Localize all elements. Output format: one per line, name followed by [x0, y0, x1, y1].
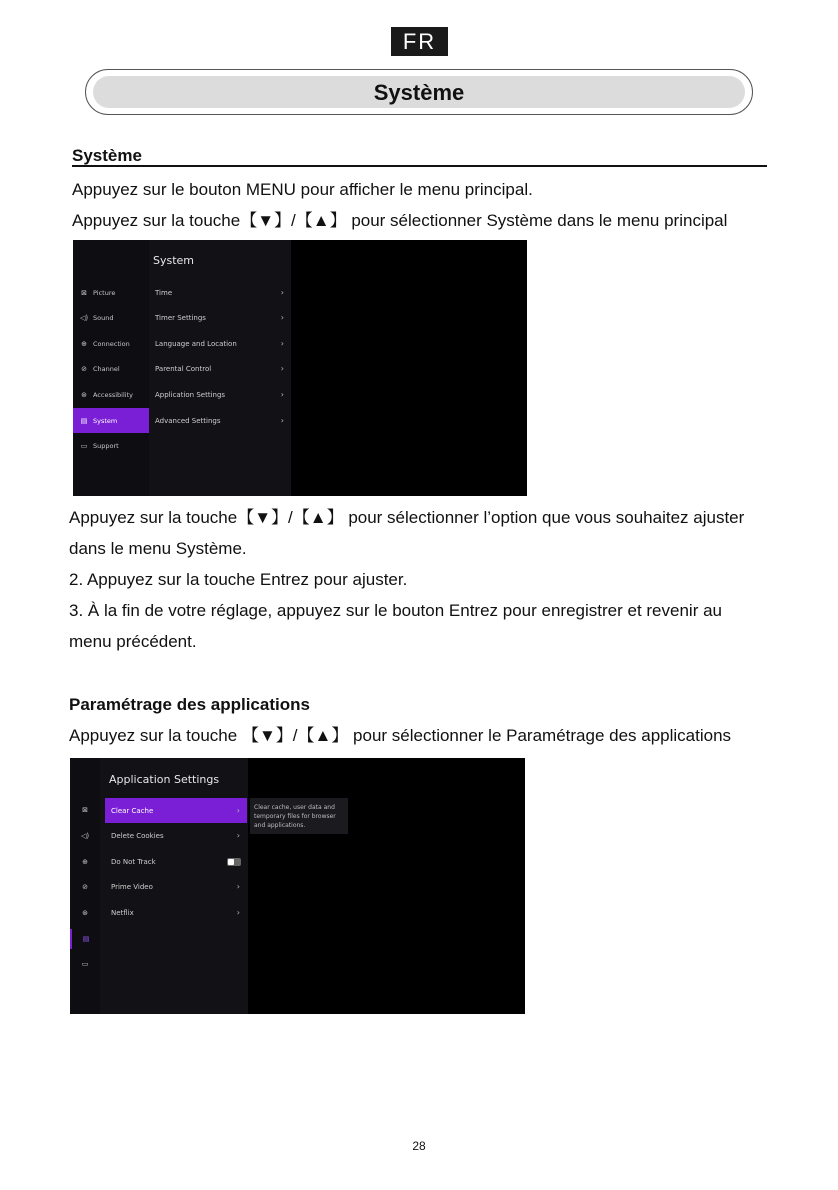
menu-item-label: Timer Settings: [155, 313, 206, 322]
channel-icon: ⊘: [81, 364, 87, 373]
sound-icon[interactable]: ◁): [80, 832, 90, 840]
sidebar-item-label: Connection: [93, 339, 130, 348]
menu-item-label: Language and Location: [155, 339, 237, 348]
menu-item-prime-video[interactable]: [105, 874, 247, 899]
accessibility-icon: ⊛: [81, 390, 87, 399]
accessibility-icon[interactable]: ⊛: [82, 909, 88, 917]
instruction-line-2: Appuyez sur la touche【▼】/【▲】 pour sélectionner Système dans le menu principal: [72, 211, 728, 230]
sidebar-item-label: System: [93, 416, 118, 425]
language-badge: FR: [391, 27, 448, 56]
menu-item-clear-cache[interactable]: [105, 798, 247, 823]
section-rule: [72, 165, 767, 167]
menu-item-advanced-settings[interactable]: [149, 408, 291, 433]
tv-screen-system-menu: [73, 240, 527, 496]
menu-item-timer-settings[interactable]: [149, 305, 291, 330]
menu-item-label: Parental Control: [155, 364, 212, 373]
sidebar-item-system[interactable]: [73, 408, 149, 433]
menu-item-label: Delete Cookies: [111, 831, 164, 840]
system-icon[interactable]: ▤: [70, 929, 100, 949]
chevron-right-icon: ›: [236, 806, 240, 815]
menu-item-label: Time: [155, 288, 173, 297]
sidebar-item-connection[interactable]: [73, 331, 149, 356]
sidebar-item-picture[interactable]: [73, 280, 149, 305]
sidebar-item-label: Sound: [93, 313, 114, 322]
chevron-right-icon: ›: [280, 313, 284, 322]
option-description: Clear cache, user data and temporary files for browser and applications.: [250, 798, 348, 834]
page-title-frame: [85, 69, 753, 115]
channel-icon[interactable]: ⊘: [82, 883, 88, 891]
sound-icon: ◁): [79, 313, 89, 322]
page-title: Système: [93, 76, 745, 108]
sidebar-item-label: Accessibility: [93, 390, 133, 399]
menu-item-label: Prime Video: [111, 882, 153, 891]
sidebar-item-sound[interactable]: [73, 305, 149, 330]
menu-item-netflix[interactable]: [105, 900, 247, 925]
submenu-title: Application Settings: [109, 773, 220, 786]
page-number: 28: [412, 1139, 426, 1153]
menu-item-do-not-track[interactable]: [105, 849, 247, 874]
menu-item-label: Advanced Settings: [155, 416, 221, 425]
support-icon: ▭: [80, 441, 88, 450]
body-line-1: Appuyez sur la touche【▼】/【▲】 pour sélectionner l’option que vous souhaitez ajuster: [69, 508, 745, 527]
body-line-5: menu précédent.: [69, 632, 197, 651]
body-line-4: 3. À la fin de votre réglage, appuyez sur le bouton Entrez pour enregistrer et revenir au: [69, 601, 722, 620]
menu-item-delete-cookies[interactable]: [105, 823, 247, 848]
chevron-right-icon: ›: [236, 831, 240, 840]
chevron-right-icon: ›: [280, 390, 284, 399]
sidebar-item-support[interactable]: [73, 433, 149, 458]
sidebar-item-accessibility[interactable]: [73, 382, 149, 407]
chevron-right-icon: ›: [280, 364, 284, 373]
menu-item-label: Do Not Track: [111, 857, 156, 866]
picture-icon: ⊠: [81, 288, 87, 297]
system-icon: ▤: [80, 416, 88, 425]
sidebar-item-label: Channel: [93, 364, 120, 373]
menu-item-time[interactable]: [149, 280, 291, 305]
chevron-right-icon: ›: [236, 882, 240, 891]
globe-icon[interactable]: ⊕: [82, 858, 88, 866]
sidebar-item-label: Support: [93, 441, 119, 450]
section-heading: Système: [72, 146, 142, 165]
menu-item-label: Application Settings: [155, 390, 226, 399]
menu-item-label: Netflix: [111, 908, 134, 917]
body-line-3: 2. Appuyez sur la touche Entrez pour ajuster.: [69, 570, 408, 589]
submenu-title: System: [153, 254, 195, 267]
chevron-right-icon: ›: [280, 288, 284, 297]
chevron-right-icon: ›: [236, 908, 240, 917]
globe-icon: ⊕: [81, 339, 87, 348]
menu-item-parental-control[interactable]: [149, 356, 291, 381]
app-section-line: Appuyez sur la touche 【▼】/【▲】 pour sélectionner le Paramétrage des applications: [69, 726, 732, 745]
instruction-line-1: Appuyez sur le bouton MENU pour afficher le menu principal.: [72, 180, 533, 199]
picture-icon[interactable]: ⊠: [82, 806, 88, 814]
body-line-2: dans le menu Système.: [69, 539, 247, 558]
menu-item-label: Clear Cache: [111, 806, 154, 815]
sidebar-item-channel[interactable]: [73, 356, 149, 381]
do-not-track-toggle[interactable]: [227, 858, 241, 866]
chevron-right-icon: ›: [280, 339, 284, 348]
menu-item-application-settings[interactable]: [149, 382, 291, 407]
sidebar-item-label: Picture: [93, 288, 116, 297]
chevron-right-icon: ›: [280, 416, 284, 425]
menu-item-language-location[interactable]: [149, 331, 291, 356]
app-section-heading: Paramétrage des applications: [69, 695, 310, 714]
support-icon[interactable]: ▭: [81, 960, 89, 968]
tv-screen-application-settings: [70, 758, 525, 1014]
